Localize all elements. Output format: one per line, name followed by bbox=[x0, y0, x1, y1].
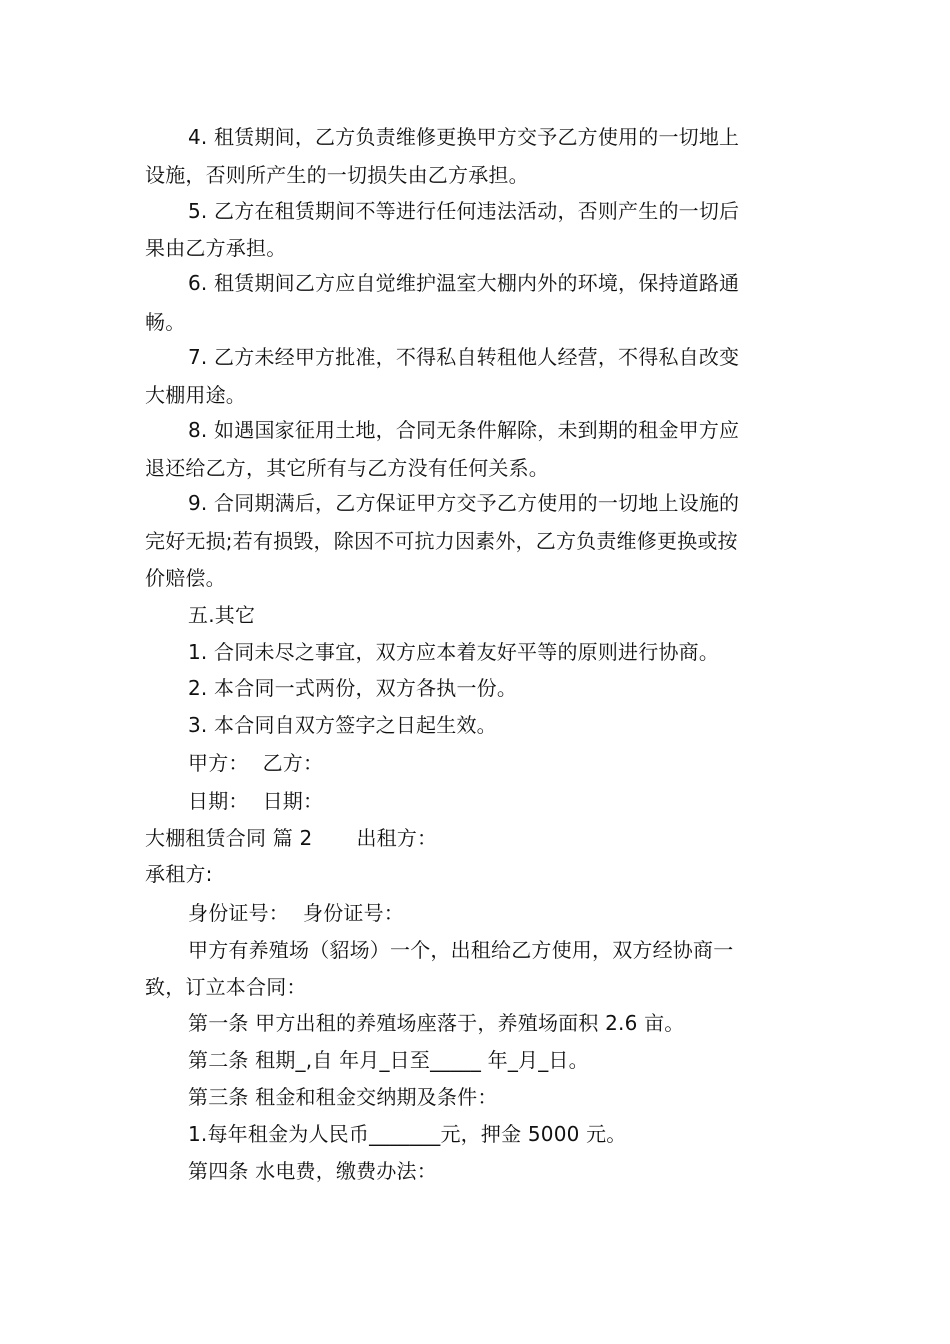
paragraph-line: 价赔偿。 bbox=[145, 566, 226, 590]
paragraph-line: 大棚用途。 bbox=[145, 383, 246, 407]
party-a-label: 甲方： bbox=[188, 751, 249, 775]
paragraph-line: 致，订立本合同： bbox=[145, 975, 307, 999]
paragraph-line: 6. 租赁期间乙方应自觉维护温室大棚内外的环境，保持道路通 bbox=[188, 271, 740, 295]
paragraph-line: 甲方有养殖场（貂场）一个，出租给乙方使用，双方经协商一 bbox=[188, 938, 734, 962]
id-line bbox=[188, 901, 404, 925]
paragraph-line: 9. 合同期满后，乙方保证甲方交予乙方使用的一切地上设施的 bbox=[188, 491, 740, 515]
date-b-label: 日期： bbox=[262, 789, 324, 813]
paragraph-line: 第三条 租金和租金交纳期及条件： bbox=[188, 1085, 498, 1109]
paragraph-line: 畅。 bbox=[145, 310, 186, 334]
paragraph-line: 2. 本合同一式两份，双方各执一份。 bbox=[188, 676, 518, 700]
date-a-label: 日期： bbox=[188, 789, 249, 813]
paragraph-line: 退还给乙方，其它所有与乙方没有任何关系。 bbox=[145, 456, 549, 480]
paragraph-line: 1.每年租金为人民币_______元，押金 5000 元。 bbox=[188, 1122, 627, 1146]
paragraph-line: 1. 合同未尽之事宜，双方应本着友好平等的原则进行协商。 bbox=[188, 640, 720, 664]
lessee-label: 承租方: bbox=[145, 862, 213, 886]
paragraph-line: 设施，否则所产生的一切损失由乙方承担。 bbox=[145, 163, 529, 187]
paragraph-line: 5. 乙方在租赁期间不等进行任何违法活动，否则产生的一切后 bbox=[188, 199, 740, 223]
paragraph-line: 3. 本合同自双方签字之日起生效。 bbox=[188, 713, 497, 737]
signature-line bbox=[188, 751, 323, 775]
party-b-label: 乙方： bbox=[262, 751, 324, 775]
paragraph-line: 第四条 水电费，缴费办法： bbox=[188, 1159, 437, 1183]
lessor-label: 出租方： bbox=[356, 826, 438, 850]
date-line bbox=[188, 789, 323, 813]
paragraph-line: 8. 如遇国家征用土地，合同无条件解除，未到期的租金甲方应 bbox=[188, 418, 740, 442]
paragraph-line: 4. 租赁期间，乙方负责维修更换甲方交予乙方使用的一切地上 bbox=[188, 125, 740, 149]
paragraph-line: 第一条 甲方出租的养殖场座落于，养殖场面积 2.6 亩。 bbox=[188, 1011, 685, 1035]
paragraph-line: 第二条 租期_,自 年月_日至_____ 年_月_日。 bbox=[188, 1048, 589, 1072]
section-heading: 五.其它 bbox=[188, 603, 256, 627]
id-a-label: 身份证号： bbox=[188, 901, 289, 925]
id-b-label: 身份证号： bbox=[303, 901, 404, 925]
paragraph-line: 7. 乙方未经甲方批准，不得私自转租他人经营，不得私自改变 bbox=[188, 345, 740, 369]
paragraph-line: 完好无损;若有损毁，除因不可抗力因素外，乙方负责维修更换或按 bbox=[145, 529, 738, 553]
section-title-line bbox=[145, 826, 437, 850]
section-title: 大棚租赁合同 篇 2 bbox=[145, 826, 313, 850]
paragraph-line: 果由乙方承担。 bbox=[145, 236, 287, 260]
